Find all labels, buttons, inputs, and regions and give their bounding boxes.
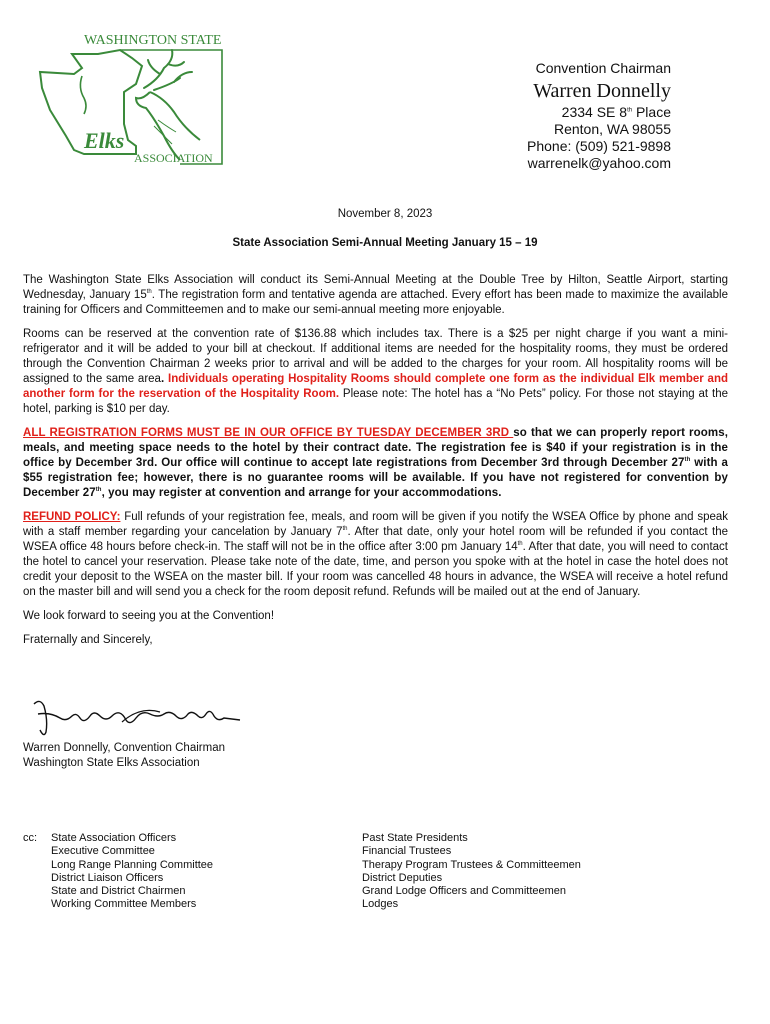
paragraph-meeting: The Washington State Elks Association will conduct its Semi-Annual Meeting at the Double Tree by Hilton, Seattle Airport, starting Wednesday, January 15th. The registration form and tentative agenda are attached. Every effort has been made to maximize the available training for Officers and Committeemen and to make our semi-annual meeting more enjoyable. xyxy=(23,274,728,316)
cc-item: State Association Officers xyxy=(51,832,177,844)
refund-policy-label: REFUND POLICY: xyxy=(23,511,121,523)
cc-item: Long Range Planning Committee xyxy=(51,858,214,871)
logo-top-text: WASHINGTON STATE xyxy=(84,33,222,48)
cc-item: Working Committee Members xyxy=(51,898,197,911)
paragraph-refund: REFUND POLICY: Full refunds of your registration fee, meals, and room will be given if you notify the WSEA Office by phone and speak with a staff member regarding your cancelation by January 7th. After that date, only your hotel room will be refunded if you contact the WSEA office 48 hours before check-in. The staff will not be in the office after 3:00 pm January 14th. After that date, you will need to contact the hotel to cancel your reservation. Please take note of the date, time, and person you spoke with at the hotel in case the hotel does not credit your deposit to the WSEA on the master bill. If your room was cancelled 48 hours in advance, the WSEA will receive a hotel refund on the master bill and will send you a check for the room deposit refund. Refunds will be mailed out at the end of January. xyxy=(23,511,729,598)
paragraph-closing-remark: We look forward to seeing you at the Convention! xyxy=(23,610,275,622)
cc-left-column xyxy=(51,832,351,912)
letter-subject: State Association Semi-Annual Meeting January 15 – 19 xyxy=(232,237,538,249)
sender-phone: Phone: (509) 521-9898 xyxy=(527,138,671,154)
cc-item: District Deputies xyxy=(362,871,443,884)
paragraph-rooms: Rooms can be reserved at the convention rate of $136.88 which includes tax. There is a $25 per night charge if you want a mini-refrigerator and it will be added to your bill at checkout. If additional items are needed for the hospitality rooms, they must be ordered through the Convention Chairman 2 weeks prior to arrival and will be added to the charges for your room. All hospitality rooms will be assigned to the same area. Individuals operating Hospitality Rooms should complete one form as the individual Elk member and another form for the reservation of the Hospitality Room. Please note: The hotel has a “No Pets” policy. For those not staying at the hotel, parking is $10 per day. xyxy=(23,328,728,415)
cc-label: cc: xyxy=(23,832,38,844)
sender-address: 2334 SE 8th Place xyxy=(561,104,671,120)
association-logo xyxy=(32,28,232,170)
sender-name: Warren Donnelly xyxy=(533,80,671,102)
sender-city: Renton, WA 98055 xyxy=(553,121,671,137)
deadline-notice: ALL REGISTRATION FORMS MUST BE IN OUR OFFICE BY TUESDAY DECEMBER 3RD xyxy=(23,427,514,439)
signer-name-line: Warren Donnelly, Convention Chairman xyxy=(23,742,225,754)
cc-item: Executive Committee xyxy=(51,845,155,858)
cc-item: Therapy Program Trustees & Committeemen xyxy=(362,858,581,871)
sender-email: warrenelk@yahoo.com xyxy=(527,155,671,171)
logo-script-text: Elks xyxy=(84,128,125,153)
letter-date: November 8, 2023 xyxy=(337,208,433,220)
logo-bottom-text: ASSOCIATION xyxy=(134,151,213,165)
closing-salutation: Fraternally and Sincerely, xyxy=(23,634,153,646)
cc-item: Grand Lodge Officers and Committeemen xyxy=(362,885,567,898)
signer-org-line: Washington State Elks Association xyxy=(23,757,200,769)
paragraph-deadline: ALL REGISTRATION FORMS MUST BE IN OUR OFFICE BY TUESDAY DECEMBER 3RD so that we can properly report rooms, meals, and meeting space needs to the hotel by their contract date. The registration fee is $40 if your registration is in the office by December 3rd. Our office will continue to accept late registrations from December 3rd through December 27th with a $55 registration fee; however, there is no guarantee rooms will be available. If you have not registered for convention by December 27th, you may register at convention and arrange for your accommodations. xyxy=(23,427,729,499)
cc-item: Past State Presidents xyxy=(362,832,468,844)
handwritten-signature-icon xyxy=(30,692,245,744)
sender-block xyxy=(527,60,671,172)
elk-map-logo-icon xyxy=(32,28,232,170)
letter-body xyxy=(23,273,728,657)
cc-item: District Liaison Officers xyxy=(51,871,164,884)
cc-item: Financial Trustees xyxy=(362,845,452,858)
cc-right-column xyxy=(362,832,692,912)
signature-block xyxy=(23,741,225,771)
cc-item: Lodges xyxy=(362,898,399,911)
hospitality-notice: Individuals operating Hospitality Rooms should complete one form as the individual Elk member and another form for the reservation of the Hospitality Room. xyxy=(23,373,728,400)
sender-role: Convention Chairman xyxy=(535,60,671,76)
cc-item: State and District Chairmen xyxy=(51,885,186,898)
